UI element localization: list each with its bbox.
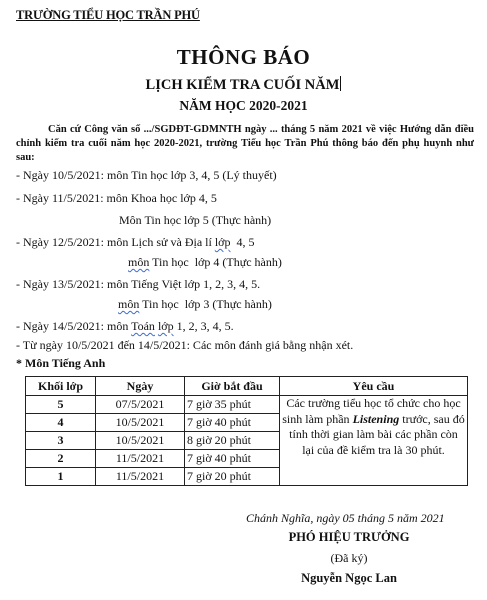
spellcheck-word: môn [128,255,150,269]
date-cell: 10/5/2021 [96,414,185,432]
schedule-line-5-grades: 1, 2, 3, 4, 5. [173,319,234,333]
signer-name: Nguyễn Ngọc Lan [301,571,397,585]
schedule-line-3b [128,255,282,270]
english-schedule-table [25,376,468,486]
requirement-text: Các trường tiểu học tổ chức cho học sinh làm phần [282,396,461,426]
signer-role: PHÓ HIỆU TRƯỞNG [288,530,410,544]
spellcheck-word: lớp [214,235,231,249]
requirement-emphasis: Listening [352,411,400,426]
spellcheck-word: Toán [131,319,155,333]
schedule-line-3-grades: 4, 5 [230,235,255,249]
schedule-line-5-text: - Ngày 14/5/2021: môn [16,319,132,333]
time-cell: 7 giờ 35 phút [185,396,280,414]
grade-cell: 5 [26,396,96,414]
school-name: TRƯỜNG TIỂU HỌC TRẦN PHÚ [16,8,200,22]
subtitle-text: LỊCH KIỂM TRA CUỐI NĂM [145,77,340,93]
spellcheck-word: môn [118,297,140,311]
requirement-cell [280,396,468,486]
signed-note: (Đã ký) [330,551,368,565]
english-section-title: * Môn Tiếng Anh [16,356,106,370]
header-grade: Khối lớp [26,377,96,396]
schedule-line-4b-text: Tin học lớp 3 (Thực hành) [139,297,272,311]
table-header-row [26,377,468,396]
schedule-line-3-text: - Ngày 12/5/2021: môn Lịch sử và Địa lí [16,235,215,249]
schedule-line-2b: Môn Tin học lớp 5 (Thực hành) [119,213,272,227]
document-title: THÔNG BÁO [176,45,311,69]
schedule-line-4b [118,297,272,312]
text-cursor [340,76,341,91]
schedule-line-1: - Ngày 10/5/2021: môn Tin học lớp 3, 4, 5 (Lý thuyết) [16,168,277,182]
time-cell: 7 giờ 40 phút [185,414,280,432]
date-cell: 07/5/2021 [96,396,185,414]
time-cell: 7 giờ 40 phút [185,450,280,468]
header-start-time: Giờ bắt đầu [185,377,280,396]
time-cell: 7 giờ 20 phút [185,468,280,486]
time-cell: 8 giờ 20 phút [185,432,280,450]
requirement-text-end: trước, sau đó tính thời gian làm bài các phần còn lại của đề kiểm tra là 30 phút. [289,411,465,457]
date-cell: 11/5/2021 [96,468,185,486]
schedule-line-5 [16,319,234,334]
document-subtitle [0,76,487,94]
header-date: Ngày [96,377,185,396]
schedule-line-6: - Từ ngày 10/5/2021 đến 14/5/2021: Các môn đánh giá bằng nhận xét. [16,338,354,352]
grade-cell: 2 [26,450,96,468]
grade-cell: 4 [26,414,96,432]
header-requirement: Yêu cầu [280,377,468,396]
grade-cell: 1 [26,468,96,486]
date-cell: 11/5/2021 [96,450,185,468]
school-year: NĂM HỌC 2020-2021 [179,98,308,113]
place-date: Chánh Nghĩa, ngày 05 tháng 5 năm 2021 [246,511,445,525]
schedule-line-3b-text: Tin học lớp 4 (Thực hành) [149,255,282,269]
date-cell: 10/5/2021 [96,432,185,450]
schedule-line-3 [16,235,255,250]
grade-cell: 3 [26,432,96,450]
spellcheck-word: lớp [157,319,174,333]
table-row [26,396,468,414]
schedule-line-2: - Ngày 11/5/2021: môn Khoa học lớp 4, 5 [16,191,217,205]
intro-paragraph: Căn cứ Công văn số .../SGDĐT-GDMNTH ngày ... tháng 5 năm 2021 về việc Hướng dẫn điều chỉnh kiểm tra cuối năm học 2020-2021, trường Tiểu học Trần Phú thông báo đến phụ huynh như sau: [16,124,474,163]
schedule-line-4: - Ngày 13/5/2021: môn Tiếng Việt lớp 1, 2, 3, 4, 5. [16,277,261,291]
